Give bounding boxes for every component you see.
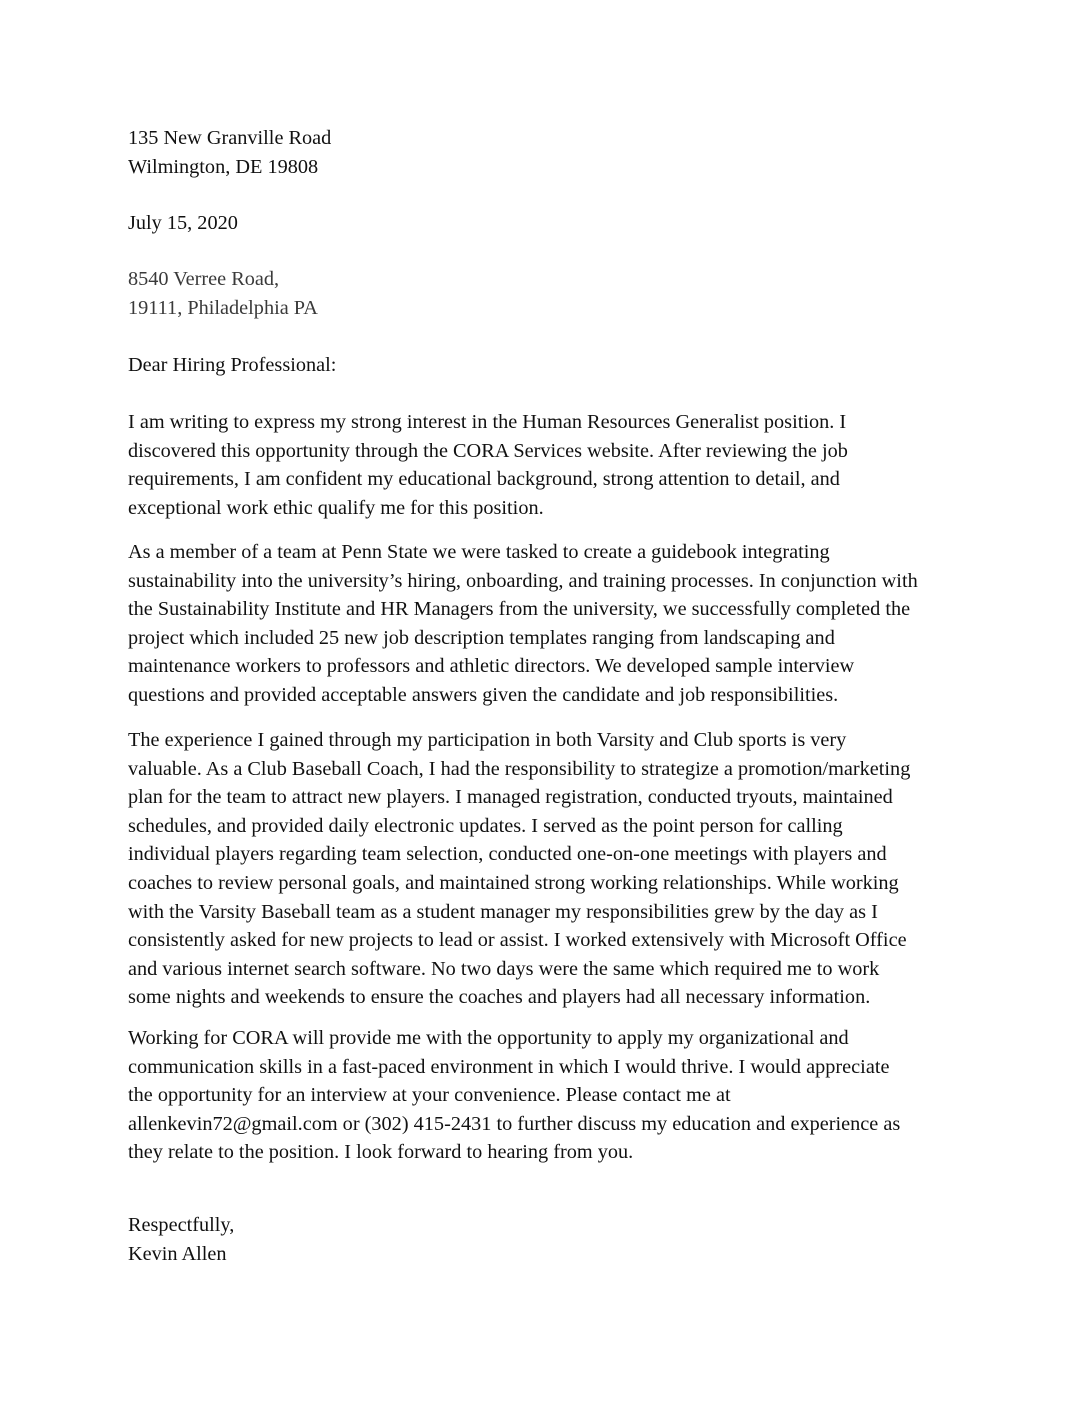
paragraph-line: schedules, and provided daily electronic updates. I served as the point person for calling (128, 814, 843, 837)
paragraph-3 (128, 726, 968, 1012)
salutation-text: Dear Hiring Professional: (128, 354, 337, 376)
paragraph-line: maintenance workers to professors and athletic directors. We developed sample interview (128, 655, 855, 678)
paragraph-line: As a member of a team at Penn State we were tasked to create a guidebook integrating (128, 541, 830, 563)
sender-address (128, 124, 968, 181)
paragraph-line: questions and provided acceptable answers given the candidate and job responsibilities. (128, 683, 839, 706)
paragraph-line: the opportunity for an interview at your convenience. Please contact me at (128, 1084, 731, 1107)
paragraph-line: valuable. As a Club Baseball Coach, I had the responsibility to strategize a promotion/marketing (128, 757, 911, 780)
recipient-address (128, 265, 968, 322)
paragraph-line: they relate to the position. I look forward to hearing from you. (128, 1141, 634, 1164)
paragraph-line: with the Varsity Baseball team as a student manager my responsibilities grew by the day as I (128, 900, 878, 923)
salutation (128, 351, 968, 380)
paragraph-line: communication skills in a fast-paced environment in which I would thrive. I would appreciate (128, 1055, 890, 1078)
paragraph-line: some nights and weekends to ensure the coaches and players had all necessary information. (128, 986, 871, 1009)
paragraph-line: and various internet search software. No two days were the same which required me to work (128, 957, 880, 980)
paragraph-4 (128, 1024, 968, 1167)
paragraph-line: individual players regarding team selection, conducted one-on-one meetings with players and (128, 843, 887, 866)
sender-address-line1: 135 New Granville Road (128, 127, 332, 149)
paragraph-line: Working for CORA will provide me with the opportunity to apply my organizational and (128, 1027, 849, 1049)
signature-name: Kevin Allen (128, 1242, 227, 1265)
paragraph-line: coaches to review personal goals, and maintained strong working relationships. While working (128, 871, 899, 894)
paragraph-line: I am writing to express my strong interest in the Human Resources Generalist position. I (128, 411, 847, 433)
paragraph-line: The experience I gained through my participation in both Varsity and Club sports is very (128, 729, 847, 751)
paragraph-line: allenkevin72@gmail.com or (302) 415-2431 to further discuss my education and experience as (128, 1112, 901, 1135)
paragraph-line: sustainability into the university’s hiring, onboarding, and training processes. In conjunction with (128, 569, 918, 592)
paragraph-1 (128, 408, 968, 522)
paragraph-line: exceptional work ethic qualify me for this position. (128, 496, 544, 519)
paragraph-line: plan for the team to attract new players. I managed registration, conducted tryouts, maintained (128, 786, 893, 809)
recipient-address-line1: 8540 Verree Road, (128, 268, 280, 290)
paragraph-line: project which included 25 new job description templates ranging from landscaping and (128, 626, 835, 649)
paragraph-line: consistently asked for new projects to lead or assist. I worked extensively with Microsoft Office (128, 929, 907, 952)
closing-block (128, 1211, 968, 1268)
paragraph-line: discovered this opportunity through the CORA Services website. After reviewing the job (128, 439, 848, 462)
paragraph-line: requirements, I am confident my educational background, strong attention to detail, and (128, 468, 840, 491)
sender-address-line2: Wilmington, DE 19808 (128, 155, 319, 178)
date-text: July 15, 2020 (128, 212, 238, 234)
paragraph-line: the Sustainability Institute and HR Managers from the university, we successfully completed the (128, 598, 911, 621)
letter-date (128, 209, 968, 238)
recipient-address-line2: 19111, Philadelphia PA (128, 296, 318, 319)
paragraph-2 (128, 538, 968, 710)
closing-text: Respectfully, (128, 1214, 235, 1236)
